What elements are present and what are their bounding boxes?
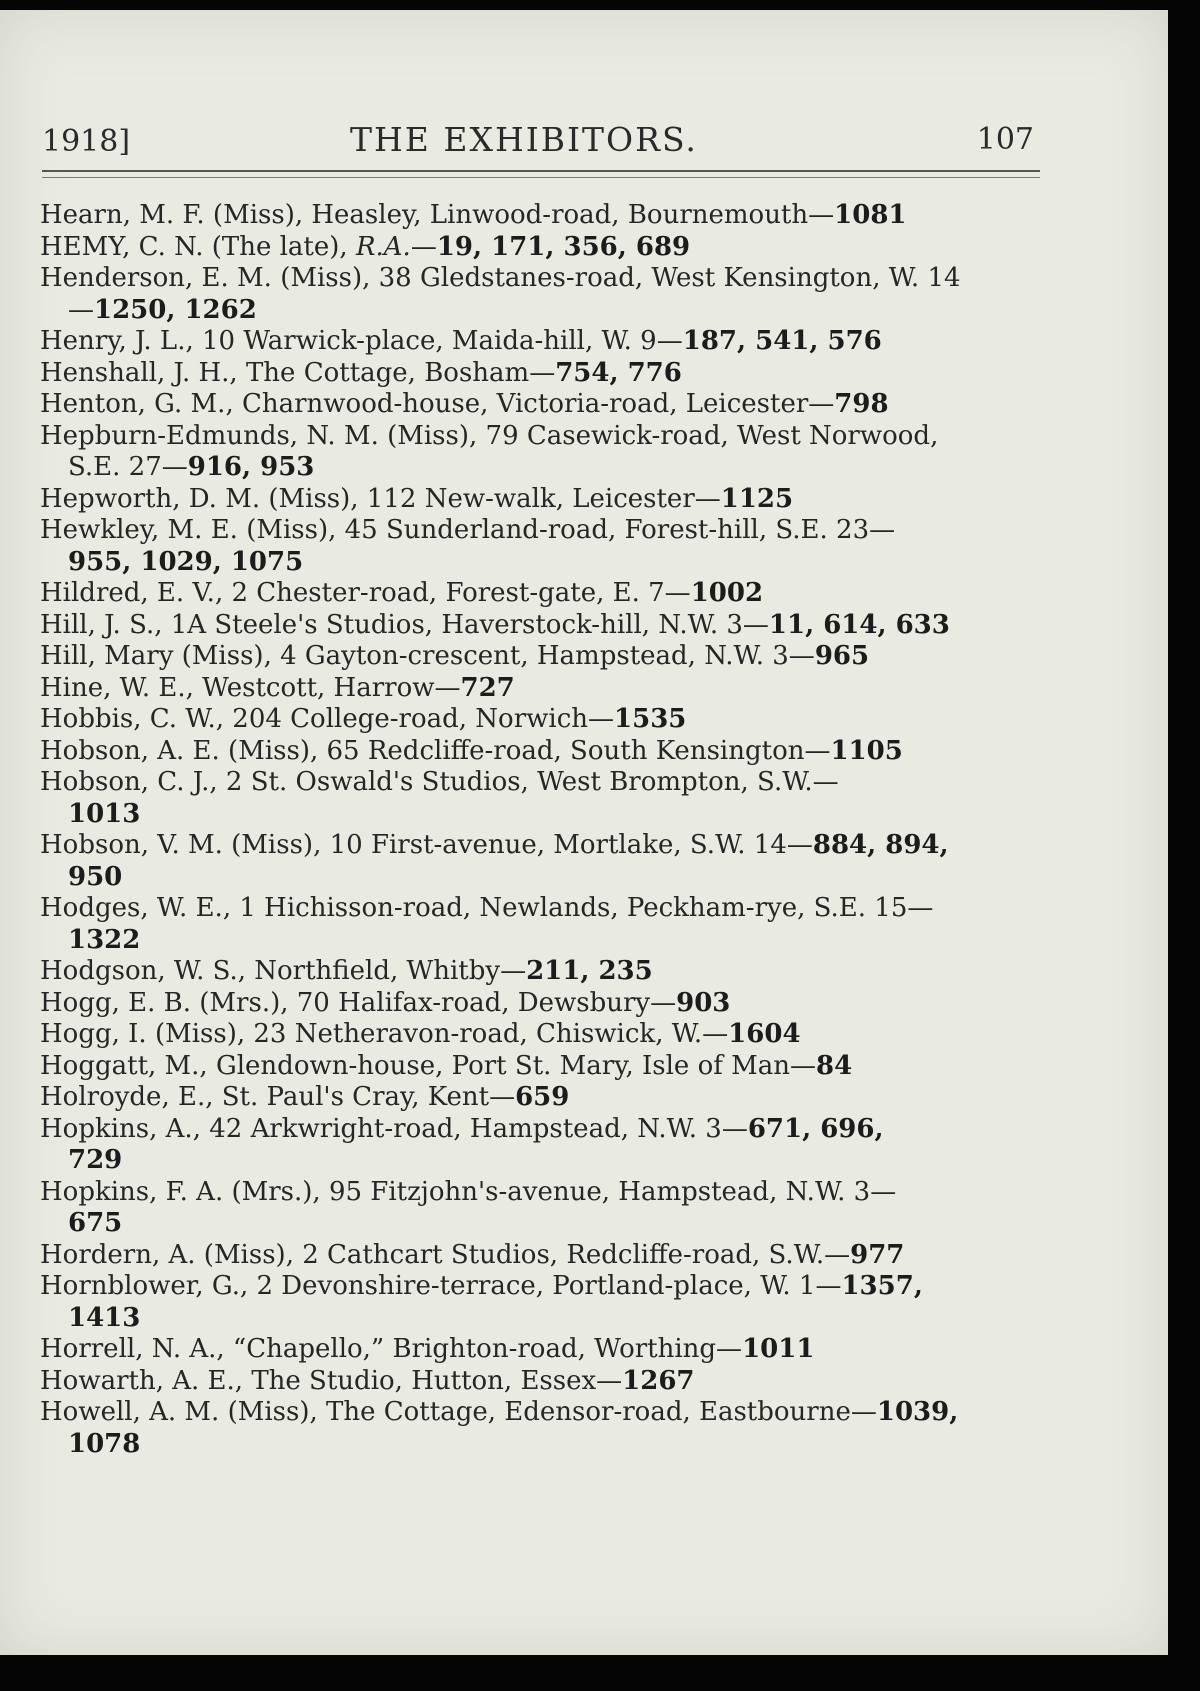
catalogue-numbers: 903 [676,987,731,1018]
catalogue-numbers: 1322 [68,924,141,955]
exhibitor-entry [40,578,1050,610]
catalogue-numbers: 884, 894, [812,830,949,860]
page-number: 107 [976,122,1034,157]
exhibitor-entry [40,484,1050,516]
continuation-text: S.E. 27— [68,452,188,482]
catalogue-numbers: 11, 614, 633 [768,609,950,640]
catalogue-numbers: 1078 [68,1428,141,1459]
exhibitor-text: Hobbis, C. W., 204 College-road, Norwich— [40,704,615,734]
exhibitor-entry [40,736,1050,768]
exhibitor-entry [40,1334,1050,1366]
catalogue-numbers: 950 [68,861,123,892]
exhibitor-continuation [40,1145,1050,1177]
exhibitor-text: Hopkins, F. A. (Mrs.), 95 Fitzjohn's-avenue, Hampstead, N.W. 3— [40,1176,897,1207]
exhibitor-entry [40,263,1050,326]
exhibitor-text: Horrell, N. A., “Chapello,” Brighton-road, Worthing— [40,1334,743,1364]
exhibitor-text: Hill, Mary (Miss), 4 Gayton-crescent, Hampstead, N.W. 3— [40,641,815,671]
exhibitor-text: Hearn, M. F. (Miss), Heasley, Linwood-road, Bournemouth— [40,200,835,230]
catalogue-numbers: 1535 [614,704,687,734]
catalogue-numbers: 798 [834,389,889,419]
exhibitor-text: Hodgson, W. S., Northfield, Whitby— [40,956,527,986]
exhibitor-text: Hepworth, D. M. (Miss), 112 New-walk, Leicester— [40,483,721,514]
exhibitor-entry [40,515,1050,578]
exhibitor-entry [40,358,1050,390]
catalogue-numbers: 1039, [876,1397,959,1427]
exhibitor-entry [40,421,1050,484]
exhibitor-text: HEMY, C. N. (The late), [40,231,356,262]
exhibitor-continuation [40,862,1050,894]
exhibitor-entry [40,200,1050,232]
catalogue-numbers: 955, 1029, 1075 [68,546,304,577]
exhibitor-text: Hordern, A. (Miss), 2 Cathcart Studios, Redcliffe-road, S.W.— [40,1239,851,1270]
exhibitor-text: Hobson, V. M. (Miss), 10 First-avenue, Mortlake, S.W. 14— [40,830,813,860]
exhibitor-continuation [40,452,1050,484]
continuation-text: — [68,294,94,325]
exhibitor-text: Hogg, I. (Miss), 23 Netheravon-road, Chiswick, W.— [40,1019,729,1049]
exhibitor-continuation [40,547,1050,579]
exhibitor-entry [40,1082,1050,1114]
exhibitor-entry [40,988,1050,1020]
exhibitor-entry [40,232,1050,264]
catalogue-numbers: 1105 [830,735,903,766]
exhibitor-text: Henton, G. M., Charnwood-house, Victoria-road, Leicester— [40,389,835,419]
catalogue-numbers: 1250, 1262 [94,294,257,325]
running-header [42,118,1042,168]
catalogue-numbers: 1081 [834,200,907,230]
exhibitor-text: Hildred, E. V., 2 Chester-road, Forest-gate, E. 7— [40,578,691,608]
exhibitor-list [40,200,1050,1460]
exhibitor-entry [40,1051,1050,1083]
exhibitor-text: Hine, W. E., Westcott, Harrow— [40,672,461,703]
catalogue-numbers: 84 [816,1050,853,1081]
exhibitor-text: Howarth, A. E., The Studio, Hutton, Essex— [40,1365,623,1396]
exhibitor-entry [40,1114,1050,1177]
catalogue-numbers: 1267 [622,1365,695,1396]
catalogue-numbers: 1002 [690,578,764,608]
exhibitor-entry [40,1177,1050,1240]
exhibitor-text-dash: — [410,231,437,262]
exhibitor-title-italic: R.A. [355,231,411,262]
exhibitor-entry [40,1240,1050,1272]
book-page [0,10,1168,1655]
exhibitor-entry [40,956,1050,988]
catalogue-numbers: 1357, [841,1271,923,1301]
exhibitor-entry [40,326,1050,358]
exhibitor-text: Henshall, J. H., The Cottage, Bosham— [40,357,556,388]
exhibitor-entry [40,1366,1050,1398]
catalogue-numbers: 671, 696, [747,1113,884,1144]
exhibitor-entry [40,1019,1050,1051]
catalogue-numbers: 1013 [68,798,141,829]
exhibitor-text: Henry, J. L., 10 Warwick-place, Maida-hill, W. 9— [40,326,683,356]
exhibitor-continuation [40,1303,1050,1335]
catalogue-numbers: 1125 [720,483,794,514]
exhibitor-text: Hopkins, A., 42 Arkwright-road, Hampstead, N.W. 3— [40,1113,748,1144]
catalogue-numbers: 19, 171, 356, 689 [436,231,691,262]
exhibitor-entry [40,704,1050,736]
header-rule-thin [42,177,1040,178]
exhibitor-entry [40,830,1050,893]
exhibitor-text: Holroyde, E., St. Paul's Cray, Kent— [40,1082,516,1112]
catalogue-numbers: 675 [68,1208,123,1238]
exhibitor-entry [40,610,1050,642]
exhibitor-text: Hepburn-Edmunds, N. M. (Miss), 79 Casewick-road, West Norwood, [40,420,939,451]
exhibitor-text: Hobson, A. E. (Miss), 65 Redcliffe-road, South Kensington— [40,735,831,766]
catalogue-numbers: 754, 776 [555,357,682,388]
catalogue-numbers: 1011 [742,1334,815,1364]
catalogue-numbers: 965 [814,641,870,671]
exhibitor-continuation [40,799,1050,831]
exhibitor-text: Howell, A. M. (Miss), The Cottage, Edensor-road, Eastbourne— [40,1397,877,1427]
exhibitor-text: Hogg, E. B. (Mrs.), 70 Halifax-road, Dewsbury— [40,987,677,1018]
exhibitor-text: Hill, J. S., 1A Steele's Studios, Haverstock-hill, N.W. 3— [40,609,769,640]
page-title: THE EXHIBITORS. [350,120,698,159]
header-rule [42,170,1040,172]
catalogue-numbers: 916, 953 [187,452,315,482]
exhibitor-text: Hodges, W. E., 1 Hichisson-road, Newlands, Peckham-rye, S.E. 15— [40,893,934,923]
catalogue-numbers: 729 [68,1145,123,1175]
exhibitor-entry [40,673,1050,705]
exhibitor-text: Hobson, C. J., 2 St. Oswald's Studios, West Brompton, S.W.— [40,767,839,797]
exhibitor-entry [40,767,1050,830]
exhibitor-text: Hoggatt, M., Glendown-house, Port St. Mary, Isle of Man— [40,1050,816,1081]
catalogue-numbers: 1413 [68,1302,141,1333]
exhibitor-entry [40,389,1050,421]
catalogue-numbers: 727 [460,672,515,703]
catalogue-numbers: 977 [850,1239,905,1270]
exhibitor-entry [40,893,1050,956]
catalogue-numbers: 659 [515,1082,570,1112]
catalogue-numbers: 211, 235 [526,956,653,986]
exhibitor-entry [40,1271,1050,1334]
catalogue-numbers: 1604 [728,1019,801,1049]
catalogue-numbers: 187, 541, 576 [682,326,882,356]
exhibitor-text: Hornblower, G., 2 Devonshire-terrace, Portland-place, W. 1— [40,1271,842,1301]
exhibitor-text: Hewkley, M. E. (Miss), 45 Sunderland-road, Forest-hill, S.E. 23— [40,515,896,545]
exhibitor-entry [40,641,1050,673]
exhibitor-continuation [40,1429,1050,1461]
exhibitor-continuation [40,925,1050,957]
exhibitor-continuation [40,1208,1050,1240]
header-year: 1918] [42,124,131,159]
exhibitor-entry [40,1397,1050,1460]
exhibitor-text: Henderson, E. M. (Miss), 38 Gledstanes-road, West Kensington, W. 14 [40,263,961,293]
exhibitor-continuation [40,295,1050,327]
